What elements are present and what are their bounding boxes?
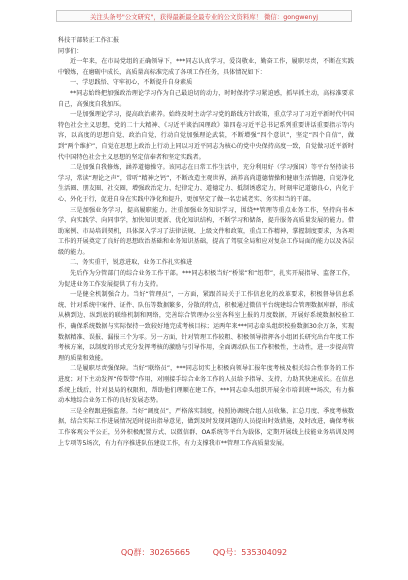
doc-title: 科技干部转正工作汇报 [58, 37, 120, 44]
body-paragraph: 三是全程跟进强监督。当好“调度员”，严格落实制度，按照协调统合组人员收集、汇总月度、季度考核数据，结合实际工作进展情况适时提出指导意见，做到及时发现问题的人员提出时效措施，及时改进，确保考核工作客观公平公正，另外积极配置方式、以微信群、OA系统等平台为载体，定期开展线上技能业务培训及网上专项等5场次，有力有序推进队伍建设工作，有力支撑我市**管理工作高质量发展。 [58, 407, 354, 447]
body-paragraph: 一是加强理论学习，提高政治素养。始终及时主动学习党的路线方针政策，重点学习了习近平新时代中国特色社会主义思想，党的二十大精神、《习近平谈治国理政》第四卷习近平总书记系列重要讲话重要指示等内容，以高度的思想自觉、政治自觉，行动自觉加强理论武装，不断增强“四个意识”，坚定“四个自信”，做到“两个维护”，自觉在思想上政治上行动上同以习近平同志为核心的党中央保持高度一致，自觉做习近平新时代中国特色社会主义思想的坚定信奉者和坚定实践者。 [58, 111, 354, 161]
body-paragraph: 二是履职尽责强保障。当好“联络员”，***同志切实上积极向领导汇报年度考核及相关综合性事务的工作进度；对下主动发挥“传帮带”作用，对刚接手综合业务工作的人员给予指导、支持，力助其快速成长。在信息系统上线后，针对县局的权限和，帮助他们理顺在建工作，***同志牵头组织开展全市培训班**场次，有力推动本地综合业务工作的良好发展态势。 [58, 365, 354, 405]
contact-footer [0, 547, 408, 558]
section-heading: 一、学思践悟、守牢初心，不断提升自身素质 [70, 79, 193, 87]
body-paragraph: 二是加强自我修炼，涵养道德操守。该同志在日常工作生活中，充分利用好（学习强国）等平台坚持读书学习，常读“理论之声”，常听“精神之钙”，不断改造主观世界，涵养高尚道德情操和健康生活情趣，自觉净化生活圈、朋友圈、社交圈，增强政治定力、纪律定力、道德定力、抵制诱惑定力，时刻牢记道德良心，内化于心、外化于行，促进自身在实践中净化和提升，更加坚定了做一名忠诚老实、务实担当的干部。 [58, 164, 354, 203]
qq-group-text: QQ群：30265665 [120, 548, 191, 557]
salutation: 同事们： [58, 47, 83, 55]
body-paragraph: 先后作为分管部门的综合业务工作干部。***同志积极当好“桥梁”和“纽带”，扎实开展指导、监督工作，为促进业务工作发展提供了有力支持。 [58, 270, 354, 288]
qq-number-text: QQ号：535304092 [212, 548, 288, 557]
body-paragraph: 三是加强业务学习，提高履职能力。注重加强业务知识学习，围绕**管理等重点业务工作，坚持向书本学、向实践学、向同事学，加快知识更新、优化知识结构，不断学习和储备，提升服务高质量发展的能力。借助案例、市局培训契机，具体深入学习了法律法规、上级文件和政策，重点工作精神，掌握制度要求，为各项工作的开展奠定了良好的思想政治基础和业务知识基础，提高了驾驭全局和应对复杂工作局面的能力以及各层级的能力。 [58, 206, 354, 256]
body-paragraph: **同志始终把加强政治理论学习作为自己最迫切的动力，时时保持学习紧迫感，抓早抓主动，高标准要求自己，高强度自我加压。 [58, 89, 354, 108]
body-paragraph: 近一年来，在市局党组的正确领导下，***同志认真学习，爱岗敬业，勤奋工作，履职尽责，不断在实践中锻炼，在磨砺中成长，高质量高标准完成了各项工作任务，具体情况如下： [58, 58, 354, 76]
promo-banner: 关注头条号"公文研究"，获得最新最全最专业的公文资料库！ 微信：gongwenyj [56, 10, 352, 22]
document-body [58, 36, 354, 449]
body-paragraph: 一是健全机制强合力。当好“管理员”，一方面，紧跟首局关于工作信息化的改革要求，积极督导信息系统、针对系统中案件、证件、队伍等数据繁多，分散的特点，积极通过微信平台统建综合管理数据库群，形成从横到边、纵到底的联络机制和网络，完善综合管理办公室各科室上报的月度数据，开展好系统数据校验工作，确保系统数据与实际保持一致较好地完成考核目标；运两年来***同志牵头组织校验数据30余万条，实现数据精准、误报、漏报三个为零。另一方面，针对管理工作较粗、积极领导指挥各小组团长研究出台年度工作考核方案，以制度的形式充分发挥考核的激励与引导作用，全面调动队伍工作积极性，主动性，进一步提高管理的质量和效能。 [58, 291, 354, 362]
section-heading: 二、务实重干，锐意进取，业务工作扎实推进 [70, 259, 193, 267]
